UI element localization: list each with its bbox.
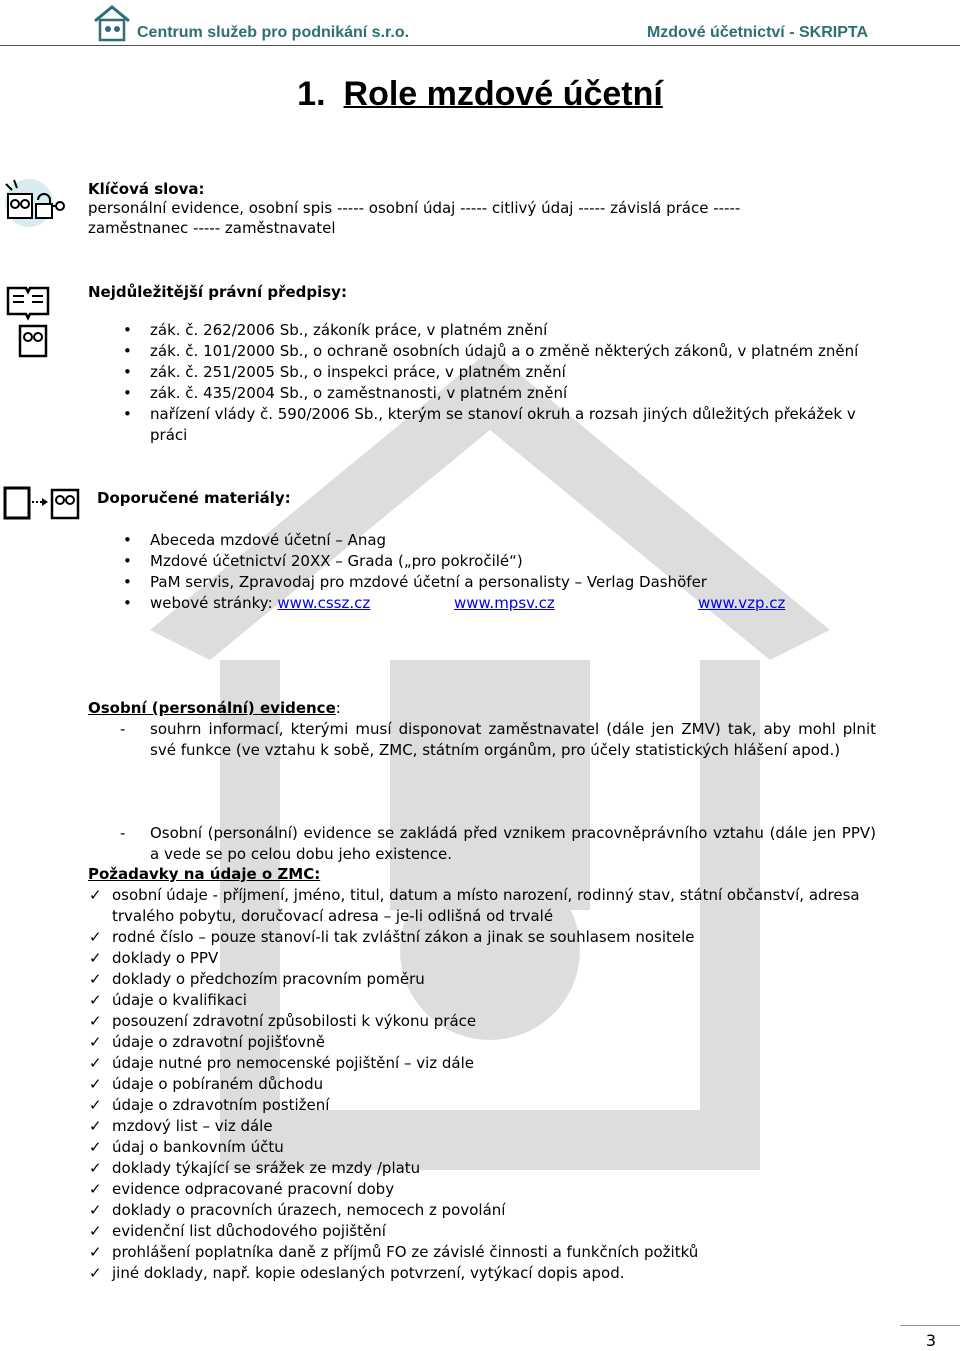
- check-icon: ✓: [89, 1096, 102, 1114]
- link-mpsv[interactable]: www.mpsv.cz: [454, 594, 555, 612]
- link-cssz[interactable]: www.cssz.cz: [277, 594, 371, 612]
- footer-divider: [900, 1325, 960, 1326]
- header-document-title: Mzdové účetnictví - SKRIPTA: [646, 24, 868, 41]
- keywords-line-2: zaměstnanec ----- zaměstnavatel: [88, 219, 336, 237]
- check-icon: ✓: [89, 1201, 102, 1219]
- requirement-item: ✓ prohlášení poplatníka daně z příjmů FO ze závislé činnosti a funkčních požitků: [89, 1243, 699, 1261]
- evidence-point-text: souhrn informací, kterými musí disponovat zaměstnavatel (dále jen ZMV) tak, aby mohl plnit své funkce (ve vztahu k sobě, ZMC, státním orgánům, pro účely statistických hlášení apod.): [150, 720, 876, 759]
- law-item: • zák. č. 435/2004 Sb., o zaměstnanosti, v platném znění: [150, 383, 890, 404]
- check-icon: ✓: [89, 1180, 102, 1198]
- header-company-name: Centrum služeb pro podnikání s.r.o.: [137, 24, 410, 41]
- evidence-colon: :: [335, 699, 341, 717]
- evidence-point-2: [120, 823, 876, 865]
- page-title: [0, 74, 960, 114]
- check-icon: ✓: [89, 1264, 102, 1282]
- evidence-point-1: [120, 719, 876, 761]
- law-item: • nařízení vlády č. 590/2006 Sb., kterým se stanoví okruh a rozsah jiných důležitých překážek v práci: [150, 404, 890, 446]
- page-number: 3: [925, 1331, 936, 1350]
- law-item: • zák. č. 262/2006 Sb., zákoník práce, v platném znění: [150, 320, 890, 341]
- check-icon: ✓: [89, 886, 102, 904]
- dash-marker: -: [120, 824, 126, 842]
- laws-heading: Nejdůležitější právní předpisy:: [88, 283, 347, 301]
- materials-heading: Doporučené materiály:: [97, 489, 291, 507]
- check-icon: ✓: [89, 991, 102, 1009]
- keywords-line-1: personální evidence, osobní spis ----- osobní údaj ----- citlivý údaj ----- závislá práce -----: [88, 199, 741, 217]
- requirement-item: ✓ mzdový list – viz dále: [89, 1117, 273, 1135]
- check-icon: ✓: [89, 1243, 102, 1261]
- key-lock-icon: [2, 178, 72, 228]
- keywords-heading-text: Klíčová slova:: [88, 180, 205, 198]
- chapter-title: Role mzdové účetní: [343, 75, 663, 113]
- check-icon: ✓: [89, 949, 102, 967]
- law-item: • zák. č. 101/2000 Sb., o ochraně osobních údajů a o změně některých zákonů, v platném znění: [150, 341, 890, 362]
- dash-marker: -: [120, 720, 126, 738]
- material-item: • Mzdové účetnictví 20XX – Grada („pro pokročilé“): [150, 551, 890, 572]
- evidence-heading: [88, 698, 341, 719]
- requirement-item: ✓ údaje o kvalifikaci: [89, 991, 247, 1009]
- material-item: • Abeceda mzdové účetní – Anag: [150, 530, 890, 551]
- requirement-item: ✓ osobní údaje - příjmení, jméno, titul, datum a místo narození, rodinný stav, státní občanství, adresa trvalého pobytu, doručovací adresa – je-li odlišná od trvalé: [89, 886, 860, 925]
- check-icon: ✓: [89, 1054, 102, 1072]
- requirement-item: ✓ údaje o zdravotním postižení: [89, 1096, 330, 1114]
- book-person-icon: [4, 282, 54, 362]
- requirement-item: ✓ jiné doklady, např. kopie odeslaných potvrzení, vytýkací dopis apod.: [89, 1264, 625, 1282]
- requirement-item: ✓ posouzení zdravotní způsobilosti k výkonu práce: [89, 1012, 477, 1030]
- keywords-heading: [88, 179, 205, 200]
- requirement-item: ✓ rodné číslo – pouze stanoví-li tak zvláštní zákon a jinak se souhlasem nositele: [89, 928, 695, 946]
- requirement-item: ✓ evidenční list důchodového pojištění: [89, 1222, 386, 1240]
- check-icon: ✓: [89, 1075, 102, 1093]
- material-item-websites: [150, 593, 890, 614]
- check-icon: ✓: [89, 1033, 102, 1051]
- materials-list: [150, 530, 890, 614]
- material-item: • PaM servis, Zpravodaj pro mzdové účetní a personalisty – Verlag Dashöfer: [150, 572, 890, 593]
- document-transfer-icon: [2, 482, 82, 522]
- requirements-heading: Požadavky na údaje o ZMC:: [88, 865, 321, 883]
- requirement-item: ✓ údaje o zdravotní pojišťovně: [89, 1033, 325, 1051]
- evidence-heading-text: Osobní (personální) evidence: [88, 699, 336, 717]
- check-icon: ✓: [89, 1012, 102, 1030]
- requirement-item: ✓ doklady o PPV: [89, 949, 219, 967]
- check-icon: ✓: [89, 1117, 102, 1135]
- requirement-item: ✓ doklady o předchozím pracovním poměru: [89, 970, 425, 988]
- check-icon: ✓: [89, 1159, 102, 1177]
- check-icon: ✓: [89, 928, 102, 946]
- check-icon: ✓: [89, 970, 102, 988]
- laws-list: [150, 320, 890, 446]
- link-vzp[interactable]: www.vzp.cz: [698, 594, 786, 612]
- requirement-item: ✓ evidence odpracované pracovní doby: [89, 1180, 395, 1198]
- requirements-list: [89, 885, 878, 1284]
- header-divider: [0, 45, 960, 46]
- law-item: • zák. č. 251/2005 Sb., o inspekci práce, v platném znění: [150, 362, 890, 383]
- evidence-point-text: Osobní (personální) evidence se zakládá před vznikem pracovněprávního vztahu (dále jen PPV) a vede se po celou dobu jeho existence.: [150, 824, 876, 863]
- requirement-item: ✓ údaje o pobíraném důchodu: [89, 1075, 324, 1093]
- check-icon: ✓: [89, 1138, 102, 1156]
- company-logo-icon: [92, 3, 132, 43]
- requirement-item: ✓ údaj o bankovním účtu: [89, 1138, 284, 1156]
- check-icon: ✓: [89, 1222, 102, 1240]
- web-label: webové stránky:: [150, 594, 273, 612]
- requirement-item: ✓ doklady o pracovních úrazech, nemocech z povolání: [89, 1201, 506, 1219]
- requirement-item: ✓ doklady týkající se srážek ze mzdy /platu: [89, 1159, 421, 1177]
- requirement-item: ✓ údaje nutné pro nemocenské pojištění – viz dále: [89, 1054, 475, 1072]
- chapter-number: 1.: [297, 75, 326, 113]
